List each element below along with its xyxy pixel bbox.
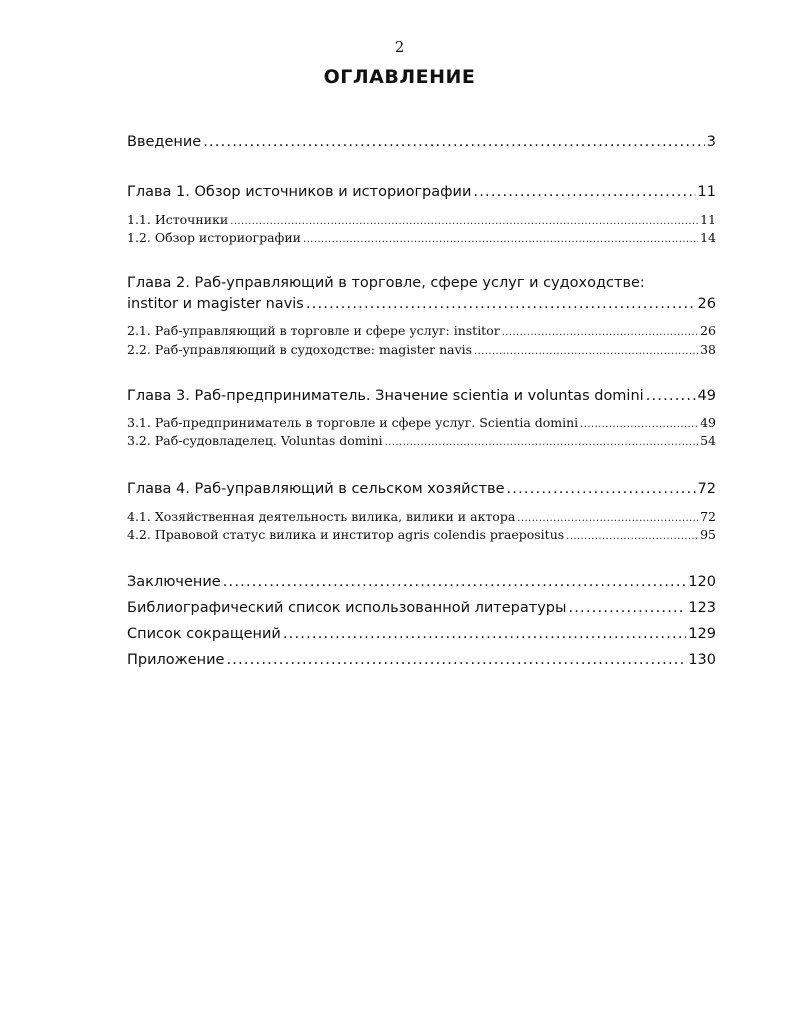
toc-entry-intro[interactable]: [127, 134, 716, 150]
toc-entry-chapter-3[interactable]: [127, 388, 716, 404]
page-title: ОГЛАВЛЕНИЕ: [323, 66, 476, 88]
toc-page: 54: [700, 433, 716, 448]
toc-page: 38: [700, 342, 716, 357]
toc-label: Библиографический список использованной литературы: [127, 600, 567, 616]
toc-leader: [474, 346, 698, 357]
toc-label: Приложение: [127, 652, 225, 668]
toc-leader: [580, 419, 698, 430]
toc-leader: [517, 513, 698, 524]
toc-entry-bibliography[interactable]: [127, 600, 716, 616]
toc-page: 26: [700, 323, 716, 338]
toc-chapter-2-line1[interactable]: Глава 2. Раб-управляющий в торговле, сфере услуг и судоходстве:: [127, 275, 645, 291]
toc-leader: [283, 626, 686, 642]
toc-leader: [306, 296, 696, 312]
toc-label: Список сокращений: [127, 626, 281, 642]
toc-page: 130: [688, 652, 716, 668]
toc-label: 4.1. Хозяйственная деятельность вилика, вилики и актора: [127, 509, 516, 524]
toc-entry-chapter-1[interactable]: [127, 184, 716, 200]
toc-entry-section-2-1[interactable]: [127, 323, 716, 338]
toc-label: Заключение: [127, 574, 221, 590]
toc-page: 3: [706, 134, 716, 150]
toc-leader: [303, 234, 698, 245]
toc-entry-section-3-1[interactable]: [127, 415, 716, 430]
toc-entry-conclusion[interactable]: [127, 574, 716, 590]
toc-label: Введение: [127, 134, 202, 150]
toc-leader: [226, 652, 686, 668]
toc-leader: [203, 134, 705, 150]
toc-leader: [566, 531, 698, 542]
toc-entry-section-4-2[interactable]: [127, 527, 716, 542]
toc-entry-section-4-1[interactable]: [127, 509, 716, 524]
toc-leader: [568, 600, 686, 616]
toc-label: 3.1. Раб-предприниматель в торговле и сфере услуг. Scientia domini: [127, 415, 579, 430]
toc-page: 72: [697, 481, 716, 497]
toc-label: Глава 3. Раб-предприниматель. Значение scientia и voluntas domini: [127, 388, 644, 404]
toc-leader: [502, 327, 698, 338]
toc-entry-abbreviations[interactable]: [127, 626, 716, 642]
toc-page: 49: [700, 415, 716, 430]
toc-page: 49: [697, 388, 716, 404]
toc-page: 26: [697, 296, 716, 312]
toc-label: Глава 1. Обзор источников и историографии: [127, 184, 472, 200]
toc-entry-section-1-2[interactable]: [127, 230, 716, 245]
toc-page: 120: [688, 574, 716, 590]
toc-page: 129: [688, 626, 716, 642]
toc-leader: [473, 184, 695, 200]
toc-label: Глава 4. Раб-управляющий в сельском хозяйстве: [127, 481, 505, 497]
toc-leader: [230, 216, 698, 227]
toc-page: 95: [700, 527, 716, 542]
toc-label: 3.2. Раб-судовладелец. Voluntas domini: [127, 433, 383, 448]
toc-page: 11: [697, 184, 716, 200]
toc-entry-section-1-1[interactable]: [127, 212, 716, 227]
toc-page: 14: [700, 230, 716, 245]
toc-label: 1.1. Источники: [127, 212, 229, 227]
toc-entry-chapter-4[interactable]: [127, 481, 716, 497]
toc-entry-section-2-2[interactable]: [127, 342, 716, 357]
toc-entry-section-3-2[interactable]: [127, 433, 716, 448]
toc-label: 2.2. Раб-управляющий в судоходстве: magister navis: [127, 342, 473, 357]
toc-leader: [507, 481, 696, 497]
toc-leader: [223, 574, 687, 590]
toc-page: 72: [700, 509, 716, 524]
toc-label: institor и magister navis: [127, 296, 304, 312]
toc-label: 4.2. Правовой статус вилика и инститор agris colendis praepositus: [127, 527, 565, 542]
toc-leader: [385, 437, 698, 448]
toc-entry-chapter-2[interactable]: [127, 296, 716, 312]
toc-label: 2.1. Раб-управляющий в торговле и сфере услуг: institor: [127, 323, 500, 338]
page-number: 2: [394, 38, 405, 56]
toc-page: 123: [688, 600, 716, 616]
toc-entry-appendix[interactable]: [127, 652, 716, 668]
toc-page: 11: [700, 212, 716, 227]
toc-label: 1.2. Обзор историографии: [127, 230, 301, 245]
toc-leader: [646, 388, 696, 404]
